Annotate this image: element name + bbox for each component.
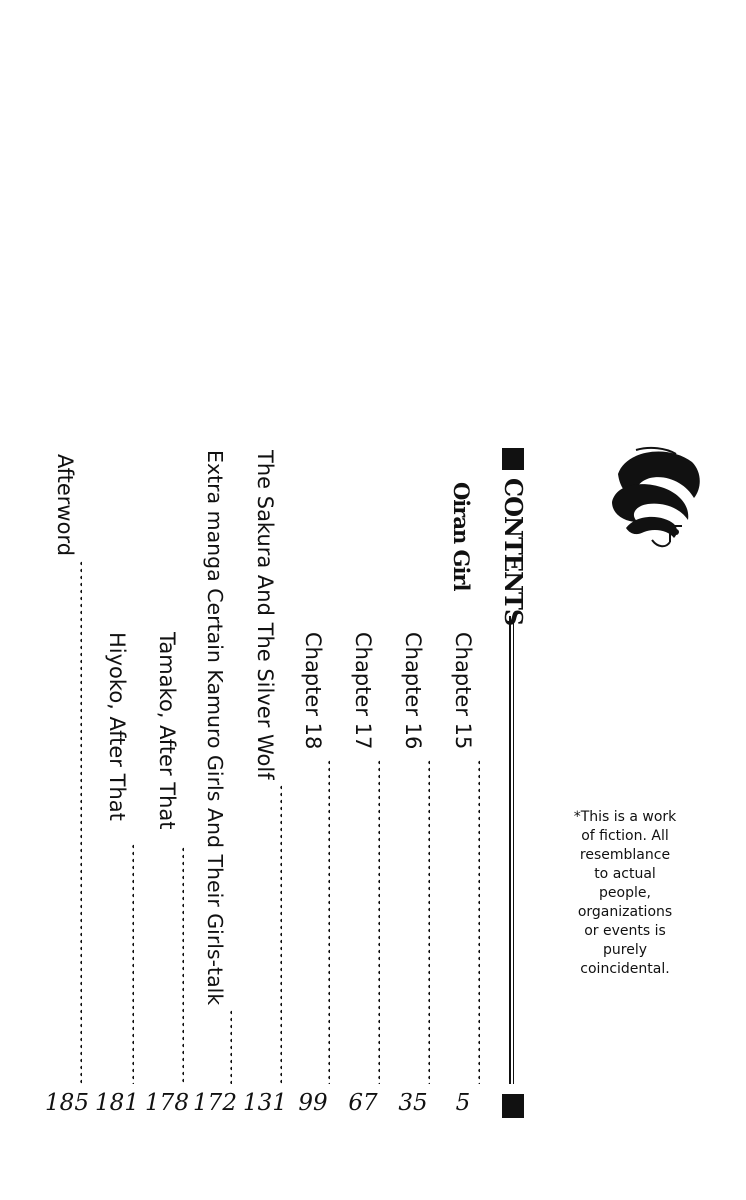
page-number: 67 [348,1090,378,1116]
toc-entry-title: Chapter 17 [351,632,375,750]
toc-entry-title: The Sakura And The Silver Wolf [253,450,277,780]
note-line: organizations [577,904,673,920]
series-title: Oiran Girl [449,482,474,591]
toc-entry[interactable] [100,632,134,1084]
contents-title: CONTENTS [499,478,528,626]
toc-entry[interactable] [396,632,430,1084]
header-rule [509,616,514,1084]
header-square-bottom [502,1094,524,1118]
toc-entry[interactable] [346,632,380,1084]
toc-entry-title: Chapter 15 [451,632,475,750]
note-line: or events is [584,923,666,939]
toc-entry[interactable] [446,632,480,1084]
note-line: *This is a work [573,809,677,825]
page-number: 35 [398,1090,428,1116]
note-line: resemblance [579,847,671,863]
page-number: 178 [145,1090,189,1116]
disclaimer-note [560,808,690,979]
toc-entry-title: Chapter 18 [301,632,325,750]
toc-entry-title: Hiyoko, After That [105,632,129,821]
page-number: 99 [298,1090,328,1116]
toc-entry-title: Chapter 16 [401,632,425,750]
toc-entry[interactable] [150,632,184,1084]
toc-entry-title: Tamako, After That [155,632,179,830]
page-number: 5 [455,1090,471,1116]
toc-entry-title: Extra manga Certain Kamuro Girls And Their Girls-talk [203,450,227,1006]
page-number: 185 [45,1090,89,1116]
note-line: to actual [594,866,656,882]
page-number: 172 [193,1090,237,1116]
note-line: people, [599,885,651,901]
swirl-emblem-icon [606,444,704,552]
toc-entry[interactable] [248,450,282,1084]
note-line: purely [603,942,647,958]
note-line: of fiction. All [581,828,669,844]
contents-header [498,448,528,1118]
toc-entry[interactable] [48,454,82,1084]
toc-entry[interactable] [198,450,232,1084]
toc-entry-title: Afterword [53,454,77,557]
page-number: 131 [243,1090,287,1116]
toc-entry[interactable] [296,632,330,1084]
page-number: 181 [95,1090,139,1116]
note-line: coincidental. [580,961,670,977]
header-square-top [502,448,524,470]
